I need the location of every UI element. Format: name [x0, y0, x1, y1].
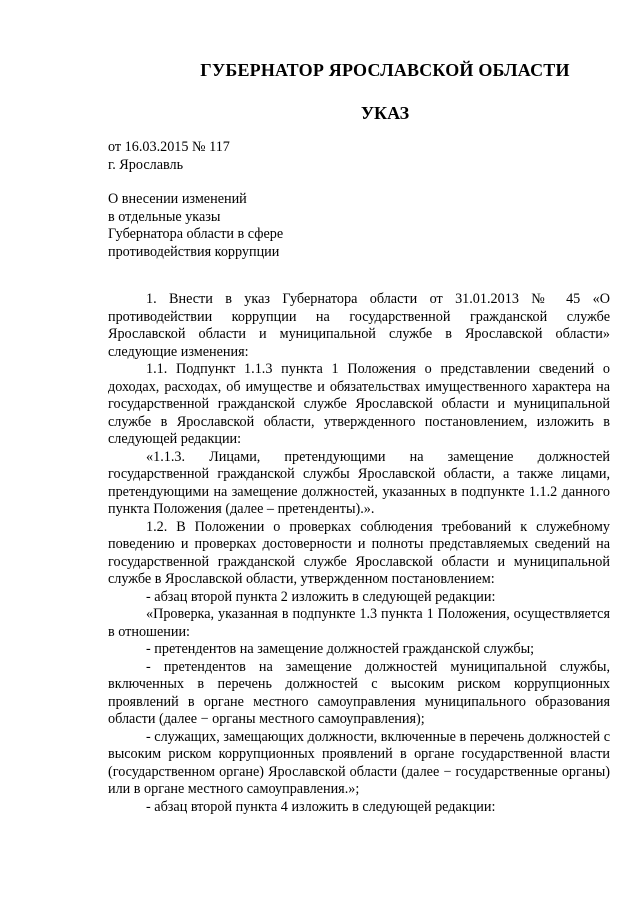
document-subject [108, 191, 283, 261]
subject-line: противодействия коррупции [108, 243, 280, 260]
subject-line: О внесении изменений [108, 191, 247, 207]
document-type-title: УКАЗ [360, 103, 410, 123]
body-paragraph: - абзац второй пункта 2 изложить в следующей редакции: [146, 588, 496, 605]
body-paragraph: 1. Внести в указ Губернатора области от 31.01.2013 № 45 «О противодействии коррупции на государственной гражданской службе Ярославской области и муниципальной службе в Ярославской области» следующие изменения: [108, 291, 610, 360]
document-meta [108, 138, 230, 174]
body-paragraph: 1.1. Подпункт 1.1.3 пункта 1 Положения о представлении сведений о доходах, расходах, об имуществе и обязательствах имущественного характера на государственной гражданской службе Ярославской области и муниципальной службе в Ярославской области, утвержденного постановлением, изложить в следующей редакции: [108, 361, 610, 447]
authority-title: ГУБЕРНАТОР ЯРОСЛАВСКОЙ ОБЛАСТИ [200, 60, 570, 80]
body-paragraph: - претендентов на замещение должностей муниципальной службы, включенных в перечень должностей с высоким риском коррупционных проявлений в органе местного самоуправления муниципального образования области (далее − органы местного самоуправления); [108, 658, 610, 727]
body-paragraph: - служащих, замещающих должности, включенные в перечень должностей с высоким риском коррупционных проявлений в органе государственной власти (государственном органе) Ярославской области (далее − государственные органы) или в органе местного самоуправления.»; [108, 728, 610, 797]
body-paragraph: - претендентов на замещение должностей гражданской службы; [146, 641, 535, 657]
body-paragraph: - абзац второй пункта 4 изложить в следующей редакции: [146, 798, 496, 815]
body-paragraph: «Проверка, указанная в подпункте 1.3 пункта 1 Положения, осуществляется в отношении: [108, 606, 610, 640]
subject-line: Губернатора области в сфере [108, 226, 284, 242]
document-body [108, 291, 610, 816]
body-paragraph: 1.2. В Положении о проверках соблюдения требований к служебному поведению и проверках достоверности и полноты представляемых сведений на государственной гражданской службе Ярославской области и муниципальной службе в Ярославской области, утвержденном постановлением: [108, 518, 610, 587]
city: г. Ярославль [108, 157, 184, 173]
subject-line: в отдельные указы [108, 208, 221, 225]
date-number: от 16.03.2015 № 117 [108, 139, 230, 155]
body-paragraph: «1.1.3. Лицами, претендующими на замещение должностей государственной гражданской службы Ярославской области, а также лицами, претендующими на замещение должностей, указанных в подпункте 1.1.2 данного пункта Положения (далее – претенденты).». [108, 448, 610, 517]
